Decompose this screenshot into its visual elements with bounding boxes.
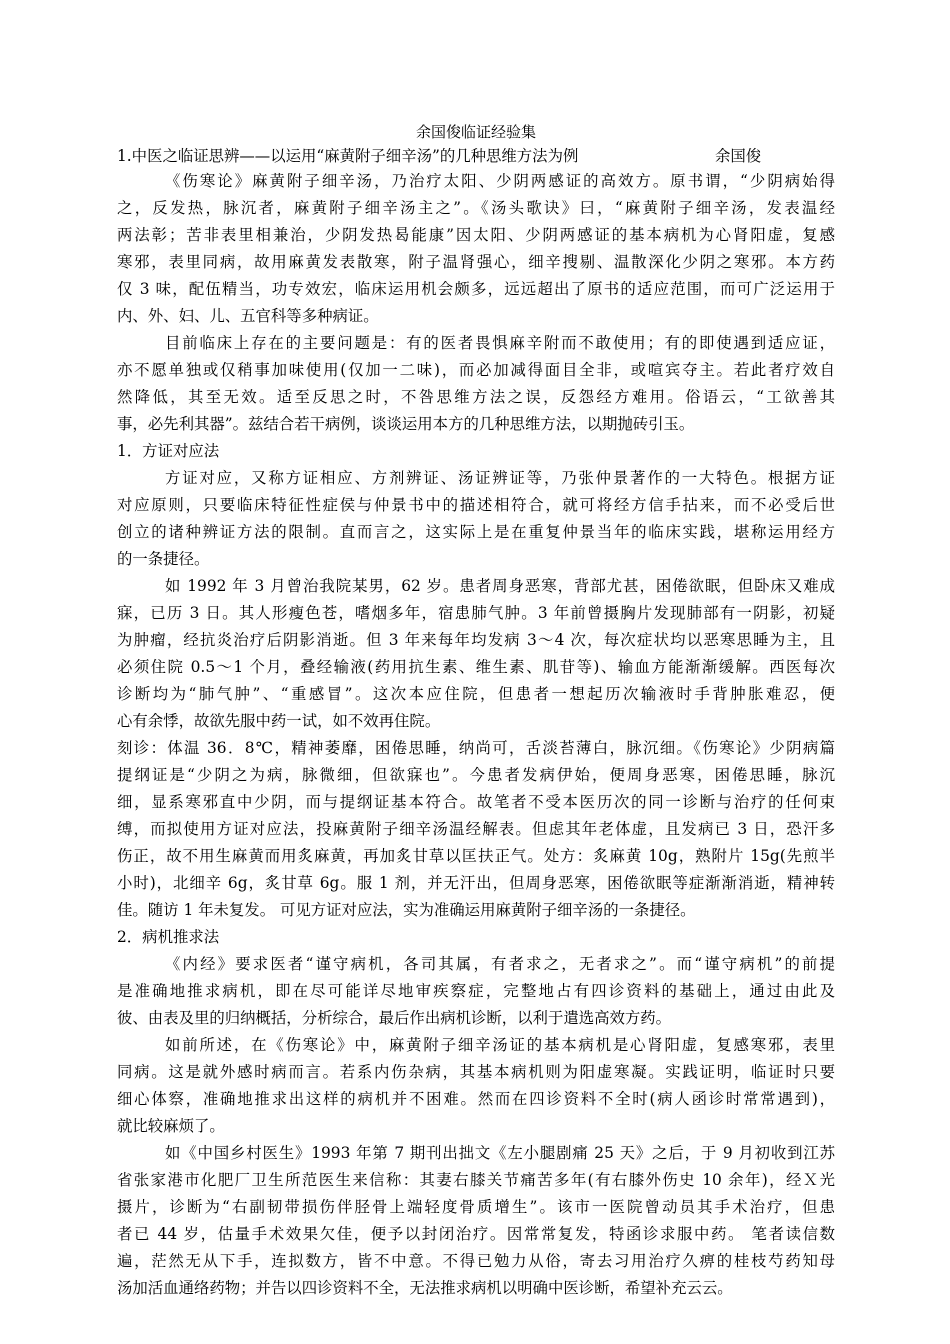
text-line: 佳。随访 1 年未复发。 可见方证对应法，实为准确运用麻黄附子细辛汤的一条捷径。 xyxy=(117,901,696,919)
text-line: 之，反发热，脉沉者，麻黄附子细辛汤主之”。《汤头歌诀》曰，“麻黄附子细辛汤，发表温经 xyxy=(117,199,835,217)
text-line: 两法彰；苦非表里相兼治，少阴发热曷能康”因太阳、少阴两感证的基本病机为心肾阳虚，复感 xyxy=(117,226,835,244)
text-line: 然降低，其至无效。适至反思之时，不咎思维方法之误，反怨经方难用。俗语云，“工欲善其 xyxy=(117,388,835,406)
text-line: 细心体察，准确地推求出这样的病机并不困难。然而在四诊资料不全时(病人函诊时常常遇到)， xyxy=(117,1090,835,1108)
text-line: 的一条捷径。 xyxy=(117,550,210,568)
text-line: 如 1992 年 3 月曾治我院某男，62 岁。患者周身恶寒，背部尤甚，困倦欲眠，但卧床又难成 xyxy=(165,577,835,595)
paragraph xyxy=(117,951,835,1032)
text-line: 缚，而拟使用方证对应法，投麻黄附子细辛汤温经解表。但虑其年老体虚，且发病已 3 日，恐汗多 xyxy=(117,820,835,838)
text-line: 诊断均为“肺气肿”、“重感冒”。这次本应住院，但患者一想起历次输液时手背肿胀难忍，便 xyxy=(117,685,835,703)
text-line: 方证对应，又称方证相应、方剂辨证、汤证辨证等，乃张仲景著作的一大特色。根据方证 xyxy=(165,469,835,487)
text-line: 心有余悸，故欲先服中药一试，如不效再住院。 xyxy=(117,712,441,730)
text-line: 仅 3 味，配伍精当，功专效宏，临床运用机会颇多，远远超出了原书的适应范围，而可广泛运用于 xyxy=(117,280,835,298)
text-line: 《伤寒论》麻黄附子细辛汤，乃治疗太阳、少阴两感证的高效方。原书谓，“少阴病始得 xyxy=(165,172,835,190)
text-line: 细，显系寒邪直中少阴，而与提纲证基本符合。故笔者不受本医历次的同一诊断与治疗的任何束 xyxy=(117,793,835,811)
text-line: 提纲证是“少阴之为病，脉微细，但欲寐也”。今患者发病伊始，便周身恶寒，困倦思睡，脉沉 xyxy=(117,766,835,784)
paragraph xyxy=(117,735,835,924)
section-title: 1.中医之临证思辨——以运用“麻黄附子细辛汤”的几种思维方法为例 xyxy=(117,147,579,165)
text-line: 如前所述，在《伤寒论》中，麻黄附子细辛汤证的基本病机是心肾阳虚，复感寒邪，表里 xyxy=(165,1036,835,1054)
text-line: 刻诊：体温 36．8℃，精神萎靡，困倦思睡，纳尚可，舌淡苔薄白，脉沉细。《伤寒论》少阴病篇 xyxy=(117,739,835,757)
text-line: 者已 44 岁，估量手术效果欠佳，便予以封闭治疗。因常常复发，特函诊求服中药。 笔者读信数 xyxy=(117,1225,835,1243)
text-line: 同病。这是就外感时病而言。若系内伤杂病，其基本病机则为阳虚寒凝。实践证明，临证时只要 xyxy=(117,1063,835,1081)
section-heading: 2．病机推求法 xyxy=(117,928,220,946)
text-line: 就比较麻烦了。 xyxy=(117,1117,225,1135)
text-line: 《内经》要求医者“谨守病机，各司其属，有者求之，无者求之”。而“谨守病机”的前提 xyxy=(165,955,835,973)
text-line: 亦不愿单独或仅稍事加味使用(仅加一二味)，而必加减得面目全非，或喧宾夺主。若此者疗效自 xyxy=(117,361,835,379)
text-line: 彼、由表及里的归纳概括，分析综合，最后作出病机诊断，以利于遣选高效方药。 xyxy=(117,1009,672,1027)
author-name: 余国俊 xyxy=(715,147,762,165)
text-line: 汤加活血通络药物；并告以四诊资料不全，无法推求病机以明确中医诊断，希望补充云云。 xyxy=(117,1279,733,1297)
paragraph xyxy=(117,168,835,330)
text-line: 必须住院 0.5～1 个月，叠经输液(药用抗生素、维生素、肌苷等)、输血方能渐渐缓解。西医每次 xyxy=(117,658,835,676)
text-line: 摄片，诊断为“右副韧带损伤伴胫骨上端轻度骨质增生”。该市一医院曾动员其手术治疗，但患 xyxy=(117,1198,835,1216)
text-line: 目前临床上存在的主要问题是：有的医者畏惧麻辛附而不敢使用；有的即使遇到适应证， xyxy=(165,334,835,352)
text-line: 伤正，故不用生麻黄而用炙麻黄，再加炙甘草以匡扶正气。处方：炙麻黄 10g，熟附片 15g(先煎半 xyxy=(117,847,835,865)
document-page xyxy=(117,120,835,1302)
text-line: 如《中国乡村医生》1993 年第 7 期刊出拙文《左小腿剧痛 25 天》之后，于 9 月初收到江苏 xyxy=(165,1144,835,1162)
section-heading: 1．方证对应法 xyxy=(117,442,220,460)
paragraph xyxy=(117,465,835,573)
text-line: 遍，茫然无从下手，连拟数方，皆不中意。不得已勉力从俗，寄去习用治疗久痹的桂枝芍药知母 xyxy=(117,1252,835,1270)
text-line: 寐，已历 3 日。其人形瘦色苍，嗜烟多年，宿患肺气肿。3 年前曾摄胸片发现肺部有一阴影，初疑 xyxy=(117,604,835,622)
text-line: 寒邪，表里同病，故用麻黄发表散寒，附子温肾强心，细辛搜剔、温散深化少阴之寒邪。本方药 xyxy=(117,253,835,271)
text-line: 事，必先利其器”。兹结合若干病例，谈谈运用本方的几种思维方法，以期抛砖引玉。 xyxy=(117,415,695,433)
text-line: 为肿瘤，经抗炎治疗后阴影消逝。但 3 年来每年均发病 3～4 次，每次症状均以恶寒思睡为主，且 xyxy=(117,631,835,649)
paragraph xyxy=(117,573,835,735)
text-line: 省张家港市化肥厂卫生所范医生来信称：其妻右膝关节痛苦多年(有右膝外伤史 10 余年)，经Ｘ光 xyxy=(117,1171,835,1189)
paragraph xyxy=(117,1140,835,1302)
paragraph xyxy=(117,330,835,438)
text-line: 内、外、妇、儿、五官科等多种病证。 xyxy=(117,307,379,325)
text-line: 创立的诸种辨证方法的限制。直而言之，这实际上是在重复仲景当年的临床实践，堪称运用经方 xyxy=(117,523,835,541)
document-title: 余国俊临证经验集 xyxy=(415,123,536,141)
section-title-row xyxy=(117,144,835,168)
paragraph xyxy=(117,1032,835,1140)
text-line: 小时)，北细辛 6g，炙甘草 6g。服 1 剂，并无汗出，但周身恶寒，困倦欲眠等症渐渐消逝，精神转 xyxy=(117,874,835,892)
text-line: 是准确地推求病机，即在尽可能详尽地审疾察症，完整地占有四诊资料的基础上，通过由此及 xyxy=(117,982,835,1000)
text-line: 对应原则，只要临床特征性症侯与仲景书中的描述相符合，就可将经方信手拈来，而不必受后世 xyxy=(117,496,835,514)
